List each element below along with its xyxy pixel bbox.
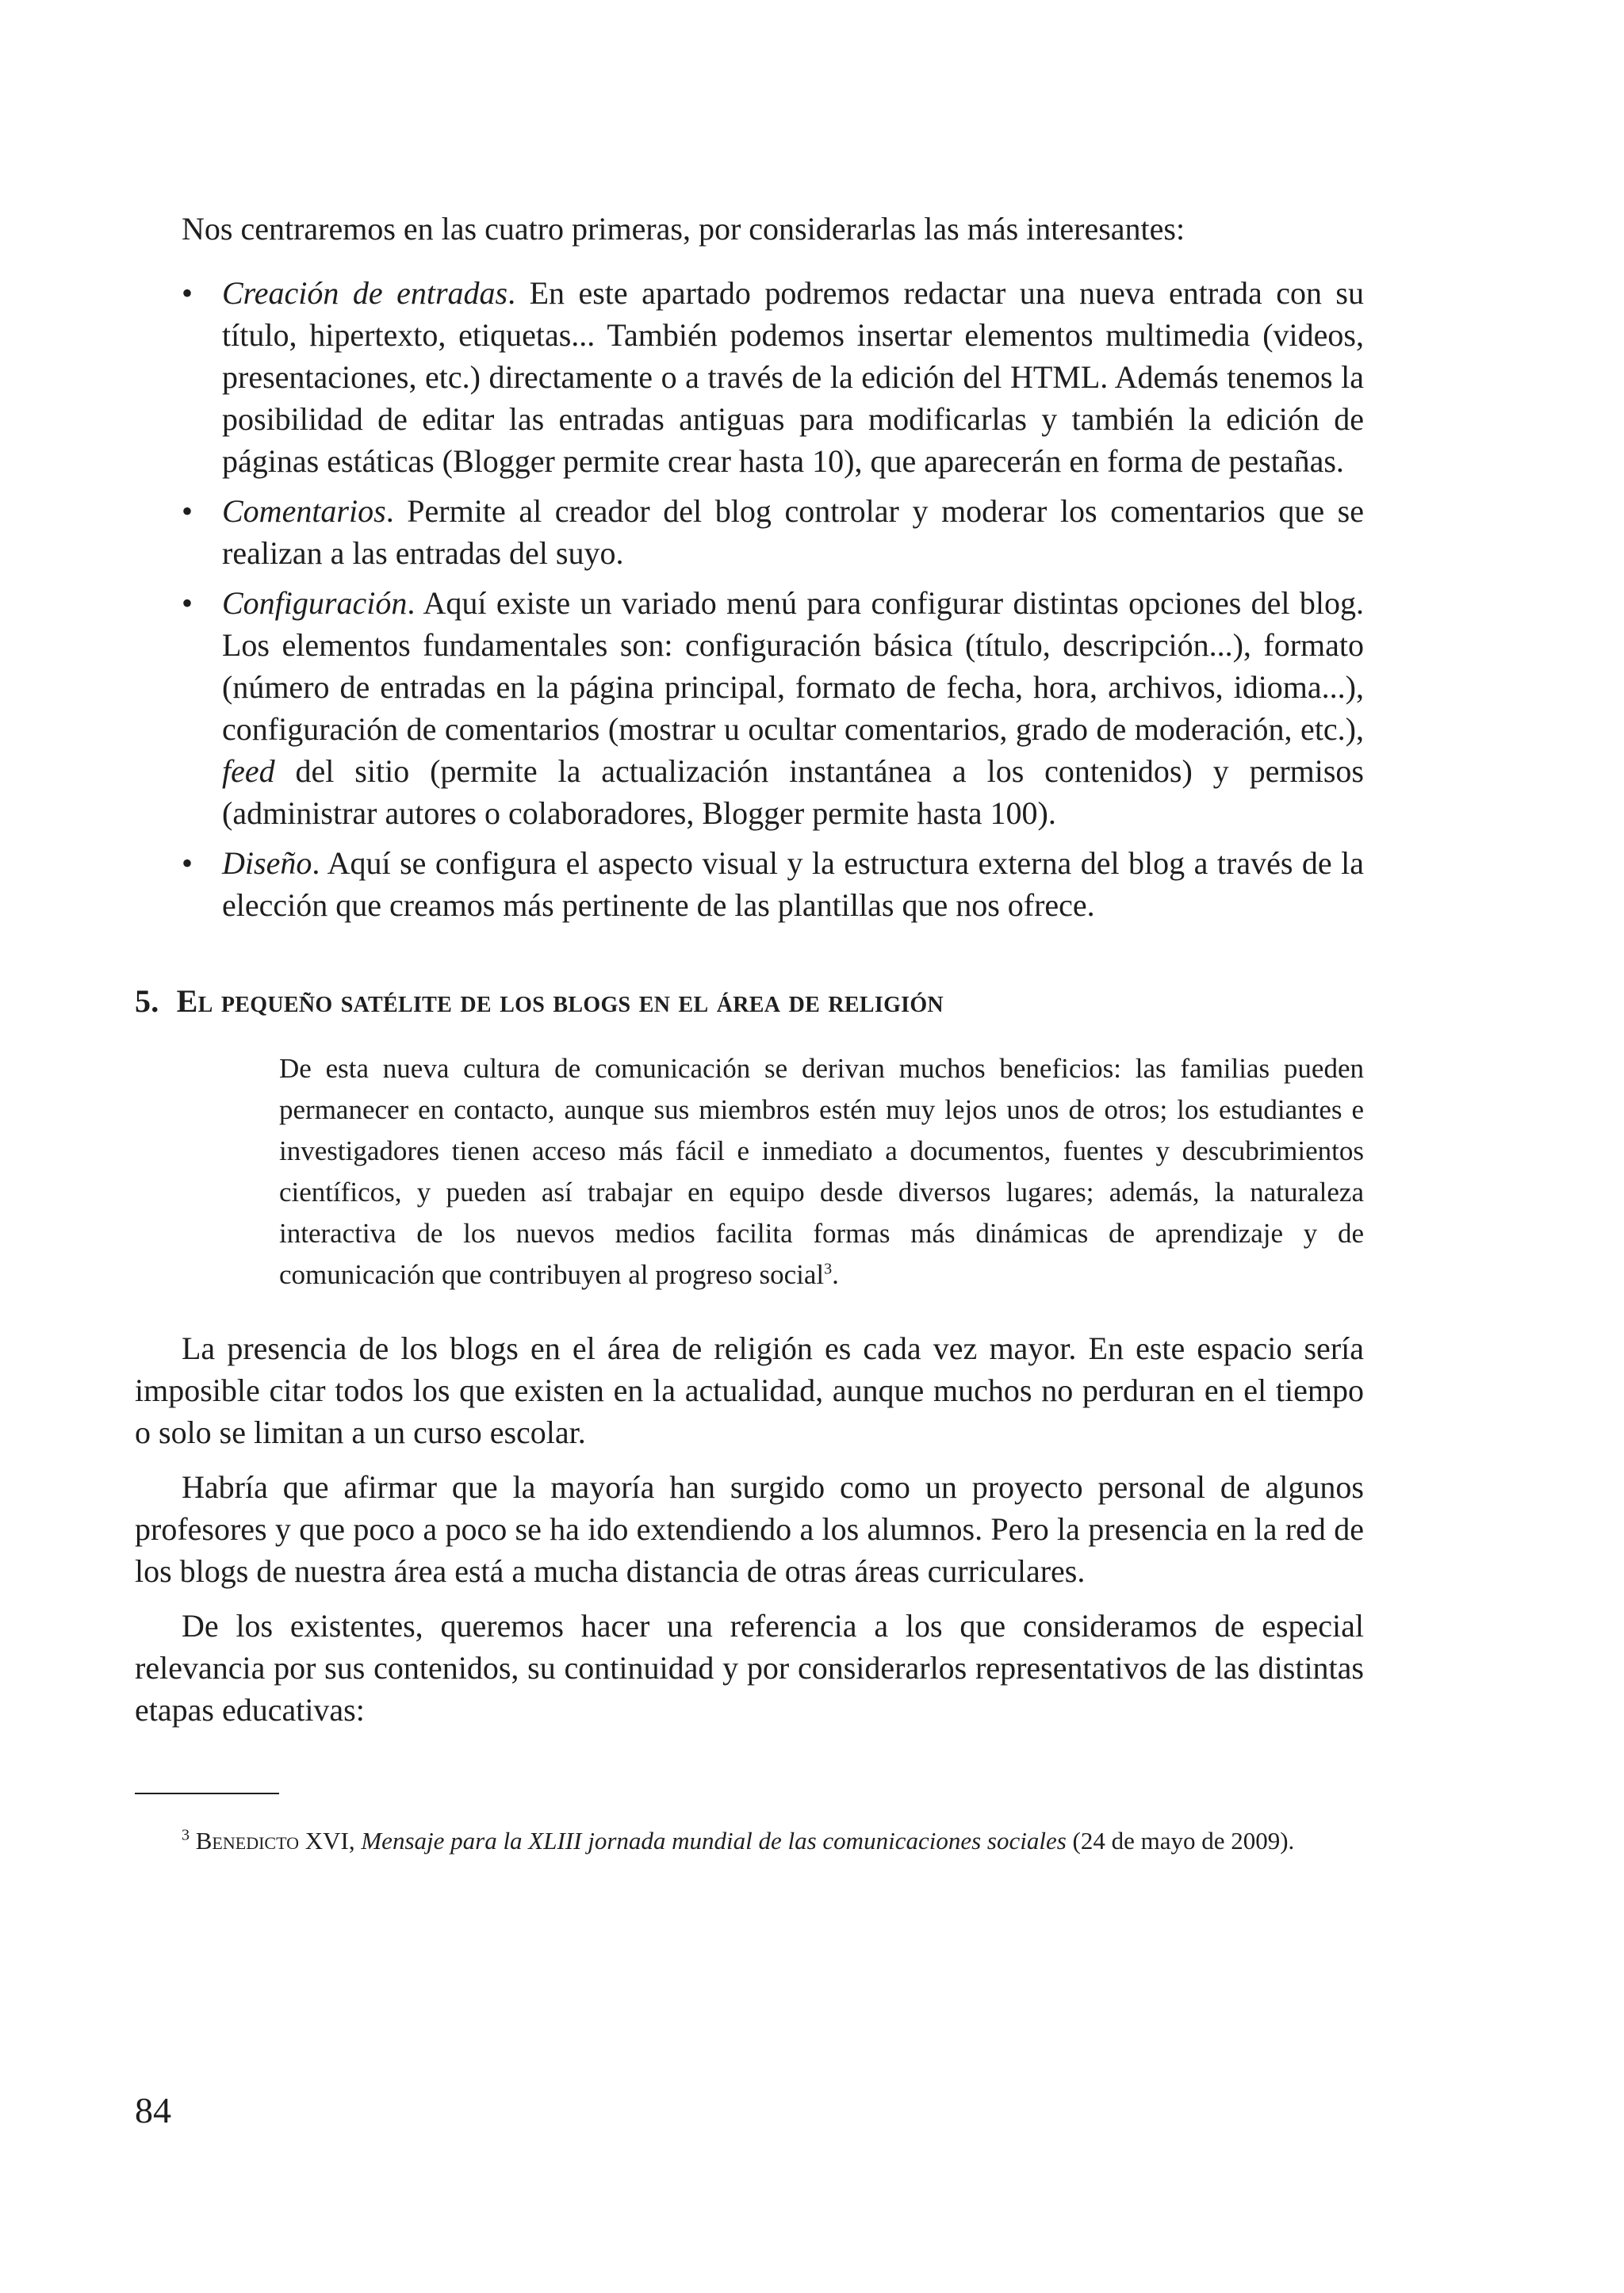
block-quote xyxy=(279,1048,1364,1296)
page-body xyxy=(135,208,1364,1859)
page-number: 84 xyxy=(135,2090,171,2130)
bullet-icon: • xyxy=(182,493,193,529)
footnote-separator: , xyxy=(348,1827,362,1855)
list-item xyxy=(135,582,1364,834)
list-item-text-continued: del sitio (permite la actualización instantánea a los contenidos) y permisos (administrar autores o colaboradores, Blogger permite hasta 100). xyxy=(222,753,1364,831)
list-item xyxy=(135,842,1364,926)
list-item-term: Comentarios xyxy=(222,493,386,529)
section-title: El pequeño satélite de los blogs en el área de religión xyxy=(176,983,944,1019)
intro-paragraph: Nos centraremos en las cuatro primeras, por considerarlas las más interesantes: xyxy=(182,211,1185,247)
list-item-text: . Aquí se configura el aspecto visual y la estructura externa del blog a través de la elección que creamos más pertinente de las plantillas que nos ofrece. xyxy=(222,845,1364,923)
body-paragraph: La presencia de los blogs en el área de religión es cada vez mayor. En este espacio sería imposible citar todos los que existen en la actualidad, aunque muchos no perduran en el tiempo o solo se limitan a un curso escolar. xyxy=(135,1330,1364,1451)
footnote-number: 3 xyxy=(182,1826,190,1844)
list-item-text: . En este apartado podremos redactar una nueva entrada con su título, hipertexto, etiquetas... También podemos insertar elementos multimedia (videos, presentaciones, etc.) directamente o a través de la edición del HTML. Además tenemos la posibilidad de editar las entradas antiguas para modificarlas y también la edición de páginas estáticas (Blogger permite crear hasta 10), que aparecerán en forma de pestañas. xyxy=(222,275,1364,479)
list-item-italic-word: feed xyxy=(222,753,275,789)
bullet-icon: • xyxy=(182,845,193,881)
list-item-text: . Permite al creador del blog controlar y moderar los comentarios que se realizan a las entradas del suyo. xyxy=(222,493,1364,571)
footnote-reference[interactable]: 3 xyxy=(824,1260,833,1278)
list-item xyxy=(135,272,1364,482)
footnote-rest: (24 de mayo de 2009). xyxy=(1066,1827,1295,1855)
bullet-icon: • xyxy=(182,275,193,311)
body-paragraph: De los existentes, queremos hacer una referencia a los que consideramos de especial relevancia por sus contenidos, su continuidad y por considerarlos representativos de las distintas etapas educativas: xyxy=(135,1608,1364,1728)
list-item xyxy=(135,490,1364,574)
footnote xyxy=(135,1823,1364,1859)
footnote-divider xyxy=(135,1793,279,1794)
footnote-title: Mensaje para la XLIII jornada mundial de las comunicaciones sociales xyxy=(361,1827,1067,1855)
section-heading xyxy=(135,980,1364,1022)
body-paragraph: Habría que afirmar que la mayoría han surgido como un proyecto personal de algunos profesores y que poco a poco se ha ido extendiendo a los alumnos. Pero la presencia en la red de los blogs de nuestra área está a mucha distancia de otras áreas curriculares. xyxy=(135,1469,1364,1590)
feature-list xyxy=(135,272,1364,926)
footnote-author: Benedicto XVI xyxy=(195,1827,349,1855)
list-item-term: Diseño xyxy=(222,845,312,881)
list-item-term: Configuración xyxy=(222,585,408,621)
list-item-term: Creación de entradas xyxy=(222,275,508,311)
quote-end: . xyxy=(832,1259,839,1291)
section-number: 5. xyxy=(135,983,159,1019)
list-item-text: . Aquí existe un variado menú para configurar distintas opciones del blog. Los elementos fundamentales son: configuración básica (título, descripción...), formato (número de entradas en la página principal, formato de fecha, hora, archivos, idioma...), configuración de comentarios (mostrar u ocultar comentarios, grado de moderación, etc.), xyxy=(222,585,1364,747)
bullet-icon: • xyxy=(182,585,193,621)
quote-text: De esta nueva cultura de comunicación se derivan muchos beneficios: las familias pueden permanecer en contacto, aunque sus miembros estén muy lejos unos de otros; los estudiantes e investigadores tienen acceso más fácil e inmediato a documentos, fuentes y descubrimientos científicos, y pueden así trabajar en equipo desde diversos lugares; además, la naturaleza interactiva de los nuevos medios facilita formas más dinámicas de aprendizaje y de comunicación que contribuyen al progreso social xyxy=(279,1053,1364,1291)
